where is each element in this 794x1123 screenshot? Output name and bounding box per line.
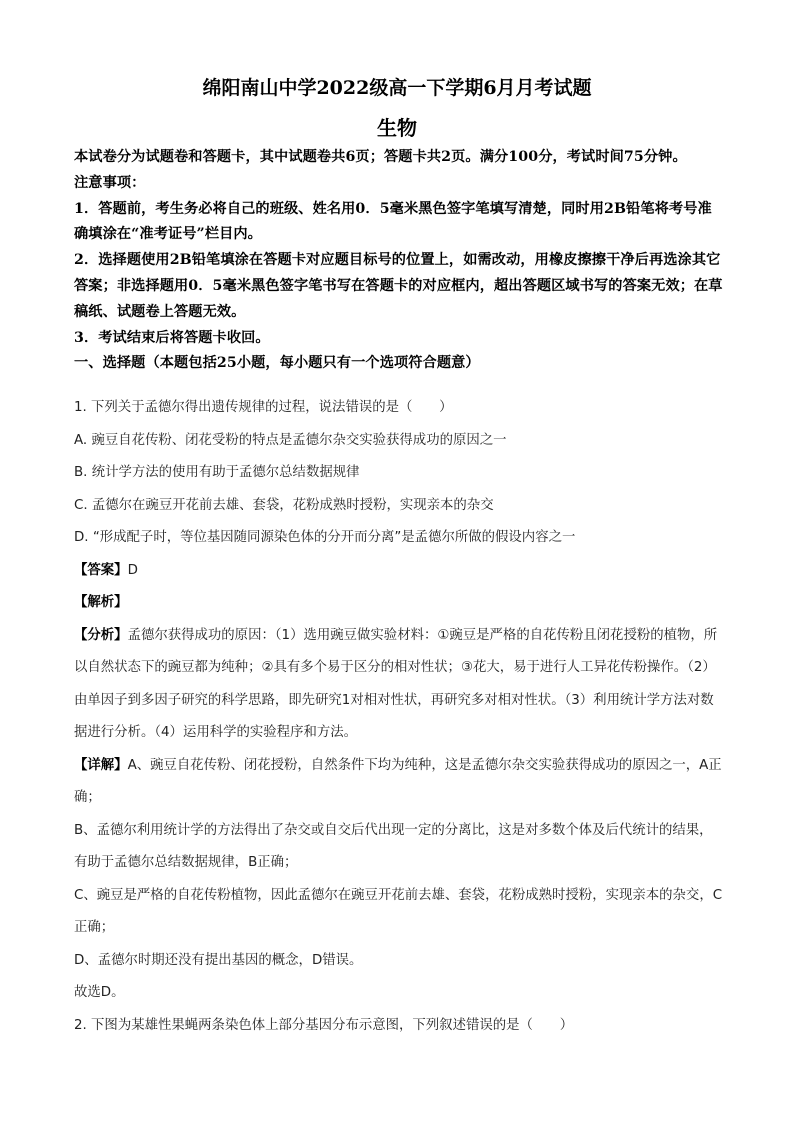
question-1 — [74, 392, 724, 1042]
question-option-a: A. 豌豆自花传粉、闭花受粉的特点是孟德尔杂交实验获得成功的原因之一 — [74, 432, 507, 448]
analysis-label: 【解析】 — [74, 595, 128, 610]
notice-item: 3．考试结束后将答题卡收回。 — [74, 329, 270, 346]
question-stem: 2. 下图为某雄性果蝇两条染色体上部分基因分布示意图，下列叙述错误的是（ ） — [74, 1017, 574, 1033]
page-title: 绵阳南山中学2022级高一下学期6月月考试题 — [202, 77, 592, 99]
answer-label: 【答案】 — [74, 562, 128, 578]
section-heading: 一、选择题（本题包括25小题，每小题只有一个选项符合题意） — [74, 355, 480, 372]
question-stem: 1. 下列关于孟德尔得出遗传规律的过程，说法错误的是（ ） — [74, 400, 453, 415]
answer-value: D — [127, 562, 138, 578]
detail-paragraph: C、豌豆是严格的自花传粉植物，因此孟德尔在豌豆开花前去雄、套袋，花粉成熟时授粉，实现亲本的杂交，C正确； — [74, 887, 723, 935]
detail-text: A、豌豆自花传粉、闭花授粉，自然条件下均为纯种，这是孟德尔杂交实验获得成功的原因之一，A正确； — [74, 757, 722, 805]
exam-description: 本试卷分为试题卷和答题卡，其中试题卷共6页；答题卡共2页。满分100分，考试时间75分钟。 — [74, 149, 687, 165]
fenxi-label: 【分析】 — [74, 627, 128, 643]
detail-paragraph: B、孟德尔利用统计学的方法得出了杂交或自交后代出现一定的分离比，这是对多数个体及后代统计的结果，有助于孟德尔总结数据规律，B正确； — [74, 822, 713, 870]
detail-paragraph — [74, 750, 724, 815]
subject-title: 生物 — [377, 116, 417, 140]
notice-heading: 注意事项： — [74, 174, 146, 191]
fenxi-paragraph — [74, 620, 724, 750]
notice-item: 2．选择题使用2B铅笔填涂在答题卡对应题目标号的位置上，如需改动，用橡皮擦擦干净后再选涂其它答案；非选择题用0．5毫米黑色签字笔书写在答题卡的对应框内，超出答题区域书写的答案无效；在草稿纸、试题卷上答题无效。 — [74, 252, 723, 320]
detail-paragraph: D、孟德尔时期还没有提出基因的概念，D错误。 — [74, 952, 363, 968]
question-option-d: D. “形成配子时，等位基因随同源染色体的分开而分离”是孟德尔所做的假设内容之一 — [74, 530, 576, 545]
fenxi-text: 孟德尔获得成功的原因：（1）选用豌豆做实验材料：①豌豆是严格的自花传粉且闭花授粉的植物，所以自然状态下的豌豆都为纯种；②具有多个易于区分的相对性状；③花大，易于进行人工异花传粉操作。（2）由单因子到多因子研究的科学思路，即先研究1对相对性状，再研究多对相对性状。（3）利用统计学方法对数据进行分析。（4）运用科学的实验程序和方法。 — [74, 627, 718, 740]
question-option-c: C. 孟德尔在豌豆开花前去雄、套袋，花粉成熟时授粉，实现亲本的杂交 — [74, 497, 494, 513]
detail-label: 【详解】 — [74, 757, 128, 773]
exam-instructions — [74, 145, 724, 377]
analysis-line — [74, 587, 724, 620]
notice-item: 1．答题前，考生务必将自己的班级、姓名用0．5毫米黑色签字笔填写清楚，同时用2B铅笔将考号准确填涂在“准考证号”栏目内。 — [74, 200, 712, 243]
answer-line — [74, 555, 724, 588]
conclusion-line: 故选D。 — [74, 985, 125, 1000]
question-option-b: B. 统计学方法的使用有助于孟德尔总结数据规律 — [74, 465, 360, 480]
